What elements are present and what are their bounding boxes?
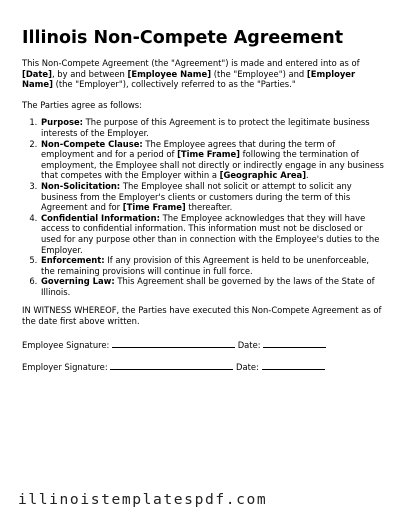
term-non-solicitation (40, 181, 384, 213)
term-text: The Employee acknowledges that they will have access to confidential information. This information must not be disclosed or used for any purpose other than in connection with the Employee's duties to the Employer. (41, 212, 380, 255)
employer-signature-row (22, 361, 384, 373)
agree-text: The Parties agree as follows: (22, 99, 142, 110)
term-label: Non-Solicitation: (41, 180, 121, 191)
term-text: . (306, 170, 309, 181)
employer-date-label: Date: (236, 362, 259, 373)
intro-paragraph (22, 58, 384, 90)
witness-paragraph: IN WITNESS WHEREOF, the Parties have executed this Non-Compete Agreement as of the date first above written. (22, 305, 382, 327)
document-title: Illinois Non-Compete Agreement (22, 28, 344, 48)
employee-signature-label: Employee Signature: (22, 339, 110, 350)
term-label: Enforcement: (41, 255, 105, 266)
term-enforcement (40, 255, 384, 276)
employer-name-placeholder: [Employer Name] (22, 68, 356, 90)
employee-date-label: Date: (237, 339, 261, 350)
employee-date-line[interactable] (263, 339, 326, 348)
employer-signature-line[interactable] (110, 361, 233, 370)
intro-text-2: , by and between (51, 68, 128, 79)
term-label: Purpose: (41, 117, 83, 128)
date-placeholder: [Date] (22, 68, 52, 79)
terms-list (22, 117, 384, 297)
term-label: Non-Compete Clause: (41, 138, 143, 149)
term-text: The Employee agrees that during the term of employment and for a period of (41, 138, 336, 160)
term-label: Governing Law: (41, 276, 115, 287)
geographic-area-placeholder: [Geographic Area] (219, 170, 307, 181)
agreement-document (22, 28, 384, 373)
employee-name-placeholder: [Employee Name] (127, 68, 212, 79)
term-label: Confidential Information: (41, 212, 160, 223)
term-text: If any provision of this Agreement is held to be unenforceable, the remaining provisions will continue in full force. (41, 255, 370, 276)
time-frame-placeholder: [Time Frame] (177, 149, 241, 160)
intro-text-3: (the "Employee") and (211, 68, 307, 79)
intro-text-4: (the "Employer"), collectively referred to as the "Parties." (52, 79, 296, 90)
employee-signature-line[interactable] (112, 339, 235, 348)
term-governing-law (40, 276, 384, 297)
term-text: thereafter. (185, 202, 233, 213)
term-text: The purpose of this Agreement is to protect the legitimate business interests of the Employer. (41, 117, 370, 138)
employee-signature-row (22, 339, 384, 351)
time-frame-placeholder: [Time Frame] (122, 202, 186, 213)
term-confidential-information (40, 213, 384, 255)
term-text: The Employee shall not solicit or attempt to solicit any business from the Employer's clients or customers during the term of this Agreement and for (41, 180, 352, 213)
intro-text-1: This Non-Compete Agreement (the "Agreement") is made and entered into as of (22, 58, 360, 68)
term-text: following the termination of employment, the Employee shall not directly or indirectly engage in any business that competes with the Employer within a (41, 149, 384, 181)
site-watermark: illinoistemplatespdf.com (18, 491, 268, 508)
employer-signature-label: Employer Signature: (22, 362, 108, 373)
term-non-compete (40, 139, 384, 181)
term-purpose (40, 117, 384, 138)
employer-date-line[interactable] (262, 361, 325, 370)
term-text: This Agreement shall be governed by the laws of the State of Illinois. (41, 276, 375, 297)
